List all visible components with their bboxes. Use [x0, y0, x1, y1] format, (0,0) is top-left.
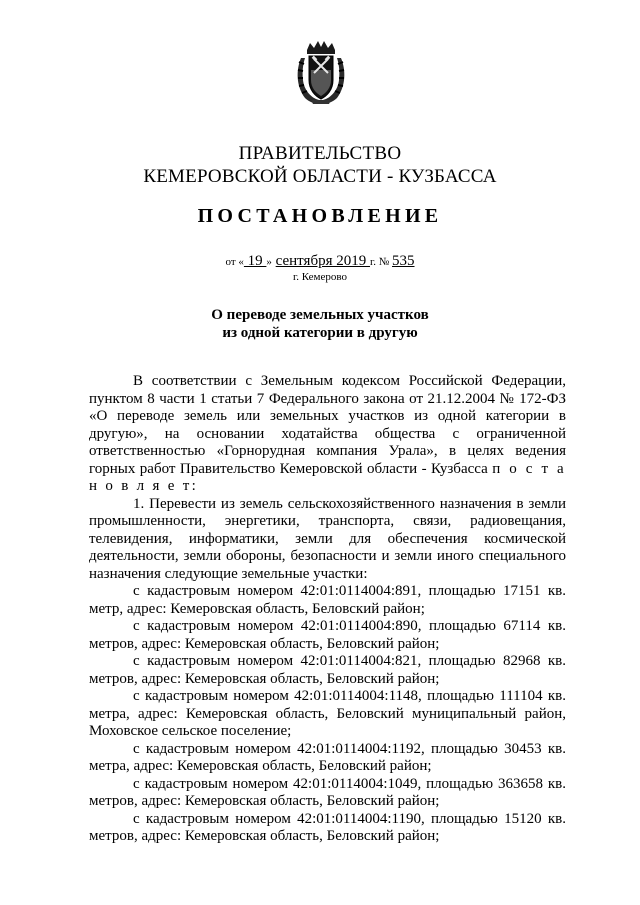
date-quote-close: » — [266, 256, 272, 268]
intro-paragraph — [89, 373, 566, 496]
government-name-line2: КЕМЕРОВСКОЙ ОБЛАСТИ - КУЗБАССА — [143, 166, 497, 187]
plot-item: с кадастровым номером 42:01:0114004:891, площадью 17151 кв. метр, адрес: Кемеровская область, Беловский район; — [89, 583, 566, 617]
coat-of-arms-icon — [295, 40, 347, 106]
date-number-line — [0, 253, 640, 270]
date-prefix: от « — [225, 256, 244, 268]
plot-item: с кадастровым номером 42:01:0114004:1049, площадью 363658 кв. метров, адрес: Кемеровская область, Беловский район; — [89, 775, 566, 809]
title-line2: из одной категории в другую — [222, 325, 418, 341]
number-prefix: г. № — [369, 256, 393, 268]
document-title — [0, 306, 640, 342]
date-day: 19 — [243, 253, 267, 269]
city: г. Кемерово — [292, 271, 348, 283]
decree-number: 535 — [392, 253, 415, 269]
government-name-line1: ПРАВИТЕЛЬСТВО — [238, 143, 402, 164]
plot-item: с кадастровым номером 42:01:0114004:821, площадью 82968 кв. метров, адрес: Кемеровская область, Беловский район; — [89, 653, 566, 687]
resolves-text: п о с т а н о в л я е т: — [89, 460, 567, 494]
document-body — [89, 373, 566, 846]
title-line1: О переводе земельных участков — [211, 307, 429, 323]
plot-item: с кадастровым номером 42:01:0114004:1148, площадью 111104 кв. метра, адрес: Кемеровская область, Беловский муниципальный район, Моховское сельское поселение; — [89, 688, 566, 739]
plot-item: с кадастровым номером 42:01:0114004:1190, площадью 15120 кв. метров, адрес: Кемеровская область, Беловский район; — [89, 810, 566, 844]
item-1-paragraph: 1. Перевести из земель сельскохозяйственного назначения в земли промышленности, энергетики, транспорта, связи, радиовещания, телевидения, информатики, земли для обеспечения космической деятельности, земли обороны, безопасности и земли иного специального назначения следующие земельные участки: — [89, 495, 566, 582]
document-type: ПОСТАНОВЛЕНИЕ — [197, 205, 443, 227]
date-month-year: сентября 2019 — [275, 253, 370, 269]
plot-item: с кадастровым номером 42:01:0114004:890, площадью 67114 кв. метров, адрес: Кемеровская область, Беловский район; — [89, 618, 566, 652]
intro-text: В соответствии с Земельным кодексом Российской Федерации, пунктом 8 части 1 статьи 7 Федерального закона от 21.12.2004 № 172-ФЗ «О переводе земель или земельных участков из одной категории в другую», на основании ходатайства общества с ограниченной ответственностью «Горнорудная компания Урала», в целях ведения горных работ Правительство Кемеровской области - Кузбасса — [89, 373, 566, 477]
plot-item: с кадастровым номером 42:01:0114004:1192, площадью 30453 кв. метра, адрес: Кемеровская область, Беловский район; — [89, 740, 566, 774]
